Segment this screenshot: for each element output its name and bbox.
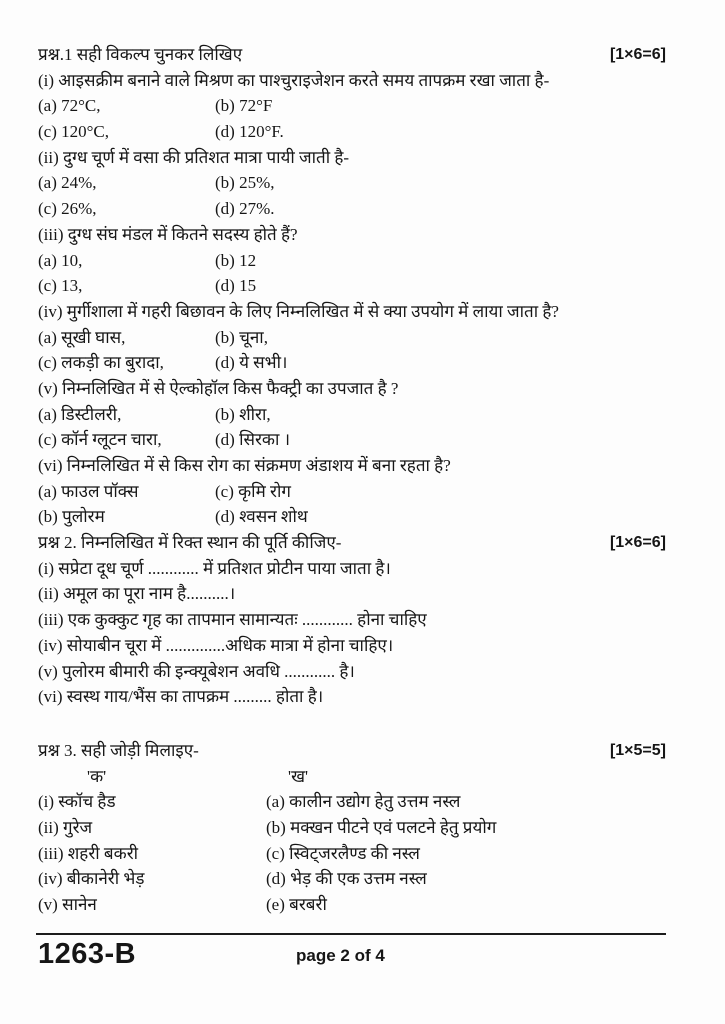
q1-ii-options-row-2 (38, 196, 666, 222)
q1-vi-option-d: (d) श्वसन शोथ (215, 507, 308, 527)
footer-divider (36, 933, 666, 935)
question-2-section (38, 530, 666, 710)
q1-v-options-row-1 (38, 402, 666, 428)
question-1-heading: प्रश्न.1 सही विकल्प चुनकर लिखिए (38, 45, 243, 64)
q3-column-headers (38, 764, 666, 790)
q1-iii-option-d: (d) 15 (215, 276, 257, 296)
q1-iii-option-b: (b) 12 (215, 250, 257, 270)
q1-iv-text: (iv) मुर्गीशाला में गहरी बिछावन के लिए निम्नलिखित में से क्या उपयोग में लाया जाता है? (38, 301, 559, 321)
q2-item-iii: (iii) एक कुक्कुट गृह का तापमान सामान्यतः ............ होना चाहिए (38, 610, 427, 630)
q1-i-text: (i) आइसक्रीम बनाने वाले मिश्रण का पाश्चुराइजेशन करते समय तापक्रम रखा जाता है- (38, 70, 550, 90)
question-2-heading: प्रश्न 2. निम्नलिखित में रिक्त स्थान की पूर्ति कीजिए- (38, 533, 342, 553)
q2-item-i: (i) सप्रेटा दूध चूर्ण ............ में प्रतिशत प्रोटीन पाया जाता है। (38, 558, 391, 578)
q1-iv-options-row-1 (38, 325, 666, 351)
q1-i-option-c: (c) 120°C, (38, 122, 110, 142)
question-2-heading-row (38, 530, 666, 556)
question-1-heading-row (38, 42, 666, 68)
q3-pair-4-left: (iv) बीकानेरी भेड़ (38, 869, 145, 889)
q1-ii-option-a: (a) 24%, (38, 173, 97, 193)
q3-pair-2-right: (b) मक्खन पीटने एवं पलटने हेतु प्रयोग (266, 817, 497, 837)
q3-pair-3-left: (iii) शहरी बकरी (38, 843, 139, 863)
q1-v-option-b: (b) शीरा, (215, 404, 271, 424)
q1-ii-option-d: (d) 27%. (215, 199, 275, 219)
q3-column-b-header: 'ख' (288, 766, 309, 786)
q1-iii-text: (iii) दुग्ध संघ मंडल में कितने सदस्य होते हैं? (38, 224, 298, 244)
q1-ii-option-c: (c) 26%, (38, 199, 97, 219)
q1-iii-option-c: (c) 13, (38, 276, 83, 296)
q3-pair-2 (38, 815, 666, 841)
q1-iv-options-row-2 (38, 350, 666, 376)
q1-i-option-b: (b) 72°F (215, 96, 273, 116)
q3-pair-4 (38, 866, 666, 892)
question-1-section (38, 42, 666, 530)
q2-item-iv: (iv) सोयाबीन चूरा में ..............अधिक मात्रा में होना चाहिए। (38, 635, 394, 655)
q1-vi-options-row-2 (38, 504, 666, 530)
q1-vi-option-a: (a) फाउल पॉक्स (38, 481, 139, 501)
q1-i-options-row-2 (38, 119, 666, 145)
q1-vi-option-b: (b) पुलोरम (38, 507, 105, 527)
q1-vi-option-c: (c) कृमि रोग (215, 481, 291, 501)
q1-ii-text: (ii) दुग्ध चूर्ण में वसा की प्रतिशत मात्रा पायी जाती है- (38, 147, 350, 167)
paper-code: 1263-B (38, 938, 137, 970)
q1-vi-text: (vi) निम्नलिखित में से किस रोग का संक्रमण अंडाशय में बना रहता है? (38, 456, 451, 475)
question-3-heading: प्रश्न 3. सही जोड़ी मिलाइए- (38, 740, 199, 760)
q3-pair-5 (38, 892, 666, 918)
page-content (38, 42, 666, 918)
q1-iii-options-row-1 (38, 248, 666, 274)
q3-pair-3-right: (c) स्विट्जरलैण्ड की नस्ल (266, 843, 420, 863)
q3-pair-1-left: (i) स्कॉच हैड (38, 792, 116, 812)
q1-vi-options-row-1 (38, 479, 666, 505)
q3-pair-3 (38, 841, 666, 867)
q3-pair-4-right: (d) भेड़ की एक उत्तम नस्ल (266, 869, 427, 889)
q1-iv-option-b: (b) चूना, (215, 327, 268, 347)
q2-item-ii: (ii) अमूल का पूरा नाम है..........। (38, 584, 236, 604)
q1-v-option-d: (d) सिरका । (215, 430, 291, 450)
q1-iv-option-a: (a) सूखी घास, (38, 327, 126, 347)
q3-pair-5-right: (e) बरबरी (266, 895, 327, 914)
question-3-heading-row (38, 738, 666, 764)
q1-i-option-a: (a) 72°C, (38, 96, 101, 116)
q3-pair-1 (38, 789, 666, 815)
q1-ii-option-b: (b) 25%, (215, 173, 275, 193)
q3-pair-1-right: (a) कालीन उद्योग हेतु उत्तम नस्ल (266, 792, 461, 812)
q1-v-option-c: (c) कॉर्न ग्लूटन चारा, (38, 430, 162, 450)
q1-i-option-d: (d) 120°F. (215, 122, 284, 142)
q1-iv-option-d: (d) ये सभी। (215, 353, 288, 373)
q1-v-options-row-2 (38, 427, 666, 453)
q1-iii-options-row-2 (38, 273, 666, 299)
page-number: page 2 of 4 (296, 946, 385, 965)
q1-ii-options-row-1 (38, 170, 666, 196)
q2-item-v: (v) पुलोरम बीमारी की इन्क्यूबेशन अवधि ............ है। (38, 661, 355, 681)
q1-iii-option-a: (a) 10, (38, 250, 83, 270)
q2-item-vi: (vi) स्वस्थ गाय/भैंस का तापक्रम ......... होता है। (38, 687, 324, 707)
question-3-section (38, 738, 666, 918)
q3-pair-2-left: (ii) गुरेज (38, 817, 93, 837)
q1-v-text: (v) निम्नलिखित में से ऐल्कोहॉल किस फैक्ट्री का उपजात है ? (38, 378, 399, 398)
q1-i-options-row-1 (38, 93, 666, 119)
q3-pair-5-left: (v) सानेन (38, 895, 97, 914)
question-1-marks: [1×6=6] (609, 46, 666, 63)
q1-v-option-a: (a) डिस्टीलरी, (38, 404, 122, 424)
q1-iv-option-c: (c) लकड़ी का बुरादा, (38, 353, 164, 373)
q3-column-a-header: 'क' (87, 766, 107, 786)
question-2-marks: [1×6=6] (609, 534, 666, 552)
question-3-marks: [1×5=5] (609, 741, 666, 759)
